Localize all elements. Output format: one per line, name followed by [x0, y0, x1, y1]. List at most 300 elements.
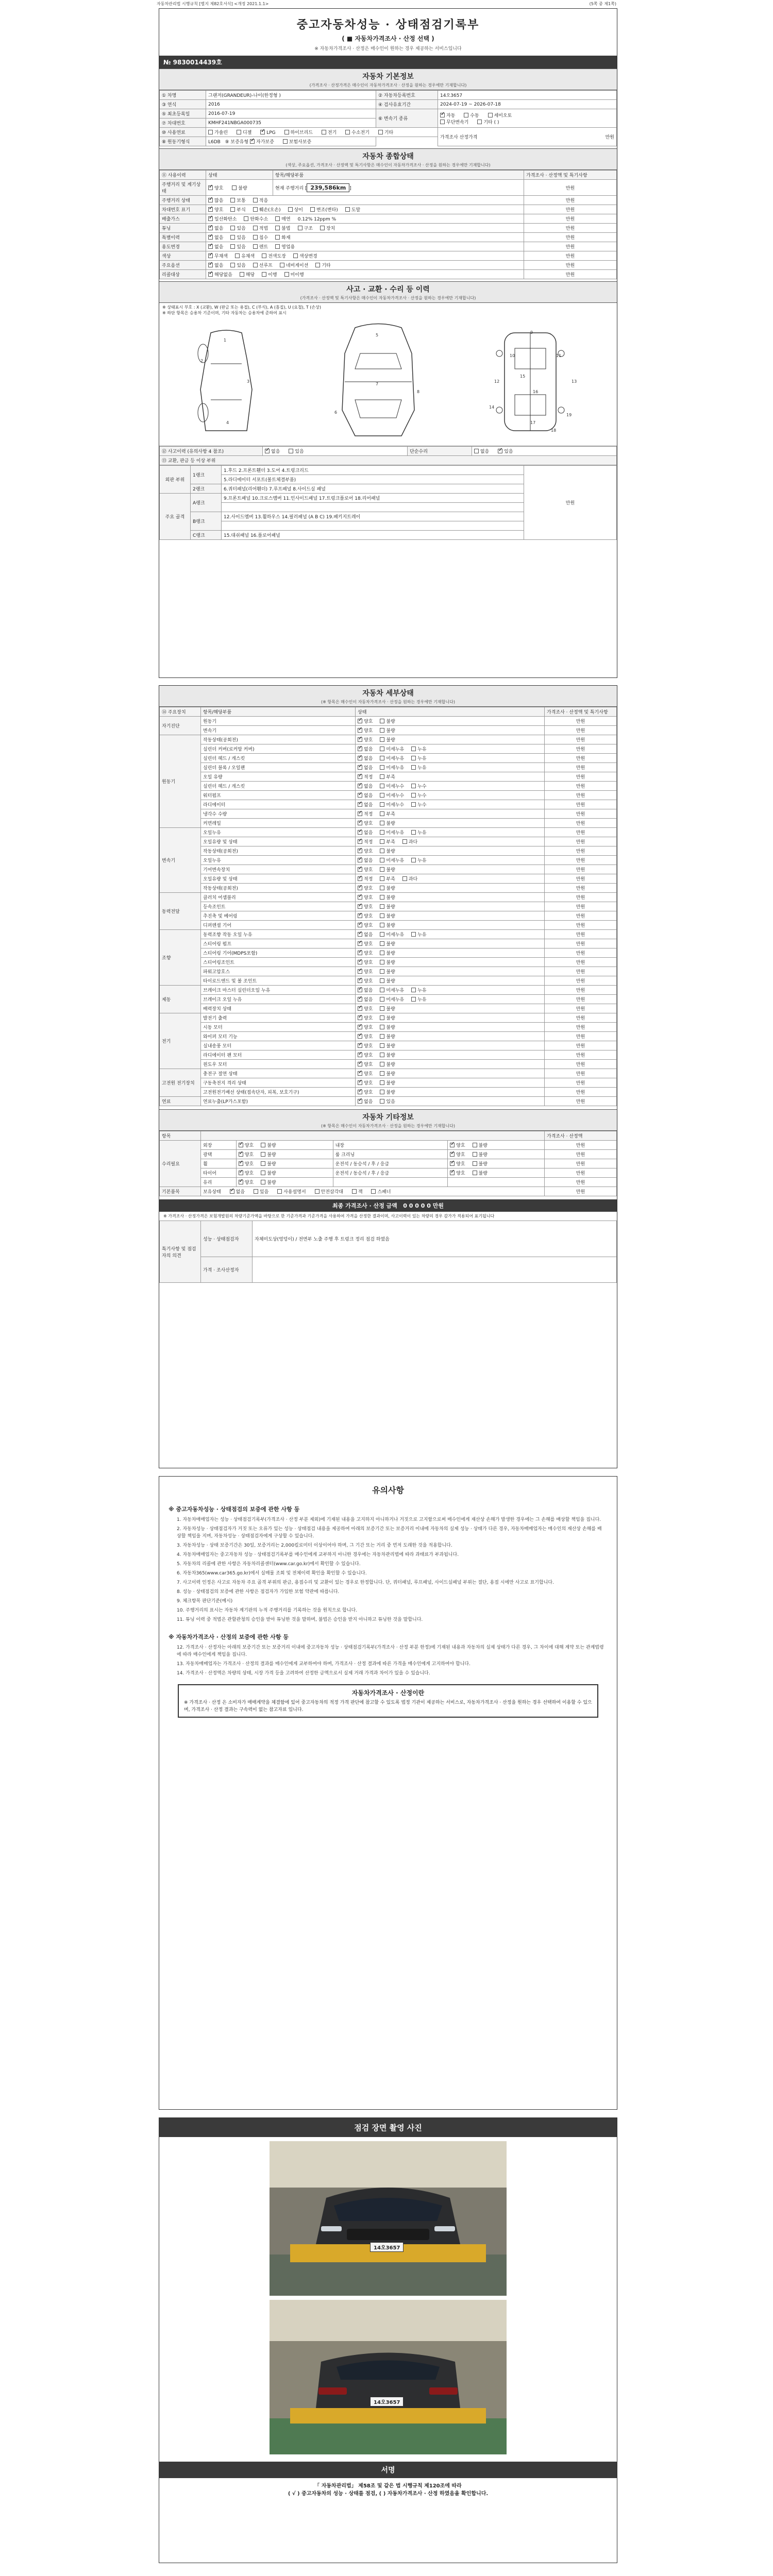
car-name-label: ① 차명: [160, 91, 206, 100]
notice-item: 8. 성능 · 상태점검의 보증에 관한 사항은 점검자가 가입한 보험 약관에 따릅니다.: [177, 1589, 340, 1595]
detail-item-options: [356, 1088, 545, 1097]
detail-item-label: 라디에이터: [201, 800, 356, 809]
detail-item-label: 변속기: [201, 726, 356, 735]
checkbox: [380, 988, 384, 992]
checkbox: [288, 207, 293, 212]
odometer-suffix: ]: [349, 185, 351, 191]
detail-item-options: [356, 1050, 545, 1060]
document-note: ※ 자동차가격조사 · 산정은 매수인이 원하는 경우 제공하는 서비스입니다: [314, 46, 462, 52]
accident-legend-line-1: ※ 상태표시 부호 : X (교환), W (판금 또는 용접), C (부식), A (흠집), U (요철), T (손상): [162, 305, 322, 310]
option-label: 양호: [364, 942, 373, 947]
detail-item-label: 스티어링 펌프: [201, 939, 356, 948]
option-label: 없음: [364, 803, 373, 808]
option-label: 양호: [364, 960, 373, 965]
checkbox: [380, 886, 384, 890]
other-item-a-options: [236, 1159, 333, 1168]
checkbox-checked: [239, 1143, 243, 1147]
option-label: 불량: [386, 1090, 395, 1095]
option-label: 훼손(오손): [259, 208, 281, 213]
detail-item-label: 와이퍼 모터 기능: [201, 1032, 356, 1041]
option-label: 화재: [281, 235, 291, 241]
checkbox: [261, 1161, 265, 1166]
summary-row: [160, 261, 617, 270]
unit-label: 만원: [545, 893, 617, 902]
unit-label: 만원: [545, 1032, 617, 1041]
detail-item-label: 오일누유: [201, 856, 356, 865]
simple-repair-label: 단순수리: [408, 447, 472, 456]
checkbox: [230, 207, 235, 212]
option-label: 없음: [271, 449, 280, 454]
basic-info-title: 자동차 기본정보: [362, 73, 414, 81]
option-label: 미세누유: [386, 831, 405, 836]
option-label: 누유: [417, 747, 427, 752]
notice-item: 5. 자동차의 리콜에 관한 사항은 자동차리콜센터(www.car.go.kr)에서 확인할 수 있습니다.: [177, 1562, 361, 1567]
option-label: 양호: [244, 1171, 254, 1176]
option-label: 불량: [478, 1171, 488, 1176]
option-label: 누유: [417, 831, 427, 836]
checkbox: [237, 130, 241, 134]
checkbox-checked: [358, 1099, 362, 1104]
summary-row-options: [206, 233, 524, 242]
price-notice-text: ※ 가격조사 · 산정 은 소비자가 매매계약을 체결함에 있어 중고자동차의 적정 가격 판단에 참고할 수 있도록 법정 기관이 제공하는 서비스로, 자동차가격조사 · 산정을 원하는 경우 선택하여 이용할 수 있으며, 가격조사 · 산정 결과는 구속력이 없는 참고자료 입니다.: [184, 1700, 592, 1713]
option-label: 없음: [214, 226, 224, 231]
checkbox-checked: [358, 867, 362, 872]
notice-item: 12. 가격조사 · 산정자는 아래의 보증기간 또는 보증거리 이내에 중고자동차 성능 · 상태점검기록부(가격조사 · 산정 부분 한정)에 기재된 내용과 자동차의 실제 상태가 다른 경우, 그 차이에 대해 계약 또는 관계법령에 따라 매수인에게 책임을 집니다.: [177, 1645, 604, 1657]
detail-row: [160, 754, 617, 763]
checkbox: [262, 253, 266, 258]
odometer-value: 239,586km: [307, 183, 349, 192]
checkbox: [232, 185, 237, 190]
unit-label: 만원: [545, 837, 617, 846]
detail-item-label: 냉각수 수량: [201, 809, 356, 819]
option-label: 적음: [259, 198, 268, 204]
detail-item-label: 배력장치 상태: [201, 1004, 356, 1013]
detail-row: [160, 893, 617, 902]
signature-line-1: 「 자동차관리법」 제58조 및 같은 법 시행규칙 제120조에 따라: [314, 2483, 462, 2489]
checkbox: [293, 253, 298, 258]
other-item-b: 룸 크리닝: [333, 1150, 448, 1159]
checkbox: [477, 120, 482, 124]
checkbox: [262, 272, 266, 277]
option-label: 양호: [244, 1162, 254, 1167]
checkbox: [411, 858, 416, 862]
detail-col-state: 상태: [356, 707, 545, 717]
notice-list: [159, 1516, 617, 1623]
option-label: 있음: [295, 449, 304, 454]
checkbox: [473, 1161, 477, 1166]
option-label: 부족: [386, 775, 395, 780]
rank-b-label: B랭크: [191, 512, 222, 531]
option-label: 없음: [480, 449, 490, 454]
option-label: 없음: [364, 1099, 373, 1105]
detail-item-label: 등속조인트: [201, 902, 356, 911]
detail-desc: (※ 항목은 매수인이 자동차가격조사 · 산정을 원하는 경우에만 기재합니다): [321, 700, 455, 704]
unit-label: 만원: [545, 846, 617, 856]
part-number-14: 14: [489, 405, 495, 410]
other-table: [159, 1131, 617, 1196]
unit-label: 만원: [545, 717, 617, 726]
option-label: 불량: [386, 979, 395, 984]
other-row: [160, 1141, 617, 1150]
unit-label: 만원: [545, 902, 617, 911]
summary-row-options: [206, 270, 524, 279]
checkbox-checked: [358, 969, 362, 974]
accident-header: [159, 281, 617, 303]
option-label: 없음: [214, 235, 224, 241]
document-number: № 9830014439호: [159, 56, 617, 69]
detail-item-options: [356, 1004, 545, 1013]
checkbox-checked: [358, 756, 362, 760]
checkbox: [277, 1189, 282, 1194]
unit-label: 만원: [545, 744, 617, 754]
checkbox: [253, 244, 258, 249]
option-label: 있음: [504, 449, 513, 454]
checkbox: [261, 1180, 265, 1184]
accident-title: 사고 · 교환 · 수리 등 이력: [346, 285, 430, 294]
checkbox: [378, 130, 383, 134]
option-label: 보험사보증: [289, 140, 312, 145]
detail-item-label: 실내송풍 모터: [201, 1041, 356, 1050]
other-item-a: 광택: [201, 1150, 237, 1159]
checkbox-checked: [358, 876, 362, 881]
unit-label: 만원: [545, 930, 617, 939]
part-number-7: 7: [376, 382, 379, 386]
page-1: [159, 8, 617, 678]
checkbox-checked: [239, 1161, 243, 1166]
checkbox-checked: [358, 747, 362, 751]
checkbox: [380, 1099, 384, 1104]
option-label: 색상변경: [299, 254, 317, 259]
option-label: 네비게이션: [285, 263, 309, 268]
checkbox-checked: [440, 113, 445, 117]
option-label: 불량: [386, 1035, 395, 1040]
other-item-b-options: [448, 1150, 545, 1159]
checkbox: [253, 235, 258, 240]
checkbox-checked: [208, 235, 213, 240]
summary-row-extra: 0.12% 12ppm %: [297, 217, 337, 222]
summary-row: [160, 270, 617, 279]
checkbox: [208, 130, 213, 134]
checkbox: [380, 802, 384, 807]
checkbox: [380, 737, 384, 742]
option-label: 양호: [364, 1035, 373, 1040]
detail-item-options: [356, 754, 545, 763]
part-number-9: 9: [530, 330, 533, 335]
unit-label: 만원: [524, 466, 617, 540]
option-label: 있음: [237, 245, 246, 250]
checkbox: [380, 1090, 384, 1094]
summary-row-options: [206, 214, 524, 224]
checkbox-checked: [358, 997, 362, 1002]
checkbox-checked: [358, 913, 362, 918]
other-item-b: 내장: [333, 1141, 448, 1150]
rank-2-items: 6.쿼터패널(리어휀더) 7.루프패널 8.사이드실 패널: [222, 484, 524, 494]
option-label: 양호: [244, 1180, 254, 1185]
checkbox: [280, 263, 284, 267]
rank-a-items: 9.프론트패널 10.크로스멤버 11.인사이드패널 17.트렁크플로어 18.리어패널: [222, 494, 524, 503]
notice-item: 14. 가격조사 · 산정액은 차량의 상태, 시장 가격 등을 고려하여 산정한 금액으로서 실제 거래 가격과 차이가 있을 수 있습니다.: [177, 1671, 430, 1676]
detail-row: [160, 1050, 617, 1060]
checkbox-checked: [358, 774, 362, 779]
option-label: 불량: [386, 1025, 395, 1030]
option-label: 양호: [244, 1153, 254, 1158]
option-label: 침수: [259, 235, 268, 241]
detail-row: [160, 1088, 617, 1097]
unit-label: 만원: [545, 1168, 617, 1178]
detail-row: [160, 726, 617, 735]
inspection-photo-rear: [270, 2300, 507, 2454]
detail-row: [160, 1069, 617, 1078]
notice-heading-2: ※ 자동차가격조사 · 산정의 보증에 관한 사항 등: [169, 1634, 289, 1640]
option-label: 불량: [267, 1180, 276, 1185]
summary-col-state: 상태: [206, 171, 273, 180]
detail-rows: [160, 717, 617, 1106]
summary-row-label: 배출가스: [160, 214, 206, 224]
unit-label: 만원: [524, 196, 617, 205]
checkbox-checked: [358, 988, 362, 992]
checkbox-checked: [358, 1062, 362, 1066]
checkbox: [464, 113, 468, 117]
option-label: 불량: [267, 1171, 276, 1176]
part-number-17: 17: [530, 420, 536, 425]
checkbox: [380, 978, 384, 983]
checkbox-checked: [208, 244, 213, 249]
option-label: 불량: [386, 942, 395, 947]
option-label: 불량: [386, 914, 395, 919]
checkbox: [411, 988, 416, 992]
other-item-b: 운전석 / 동승석 / 후 / 응급: [333, 1159, 448, 1168]
detail-item-label: 동력조향 작동 오일 누유: [201, 930, 356, 939]
option-label: 양호: [364, 821, 373, 826]
detail-item-label: 실린더 헤드 / 개스킷: [201, 782, 356, 791]
final-price-title: 최종 가격조사 · 산정 금액: [332, 1202, 397, 1209]
accident-desc: (가격조사 · 산정액 및 특기사항은 매수인이 자동차가격조사 · 산정을 원하는 경우에만 기재합니다): [300, 296, 476, 300]
car-diagram: [159, 317, 617, 446]
option-label: 부족: [386, 840, 395, 845]
detail-group-label: 원동기: [160, 735, 201, 828]
option-label: 양호: [364, 1072, 373, 1077]
parts-label: ⑬ 교환, 판금 등 이상 부위: [160, 456, 617, 465]
detail-item-options: [356, 1032, 545, 1041]
part-number-10: 10: [510, 353, 515, 358]
option-label: 탄화수소: [250, 217, 268, 222]
other-item-a-options: [236, 1141, 333, 1150]
unit-label: 만원: [545, 809, 617, 819]
detail-item-label: 오일유량 및 상태: [201, 837, 356, 846]
summary-header: [159, 148, 617, 170]
special-inspector-label: 성능 · 상태점검자: [201, 1221, 253, 1257]
rank-1b-items: 5.라디에이터 서포트(볼트체결부품): [222, 475, 524, 484]
checkbox: [380, 867, 384, 872]
checkbox: [261, 1171, 265, 1175]
summary-row-label: 용도변경: [160, 242, 206, 251]
detail-item-options: [356, 921, 545, 930]
checkbox-checked: [208, 185, 213, 190]
option-label: 부족: [386, 877, 395, 882]
unit-label: 만원: [545, 791, 617, 800]
detail-row: [160, 856, 617, 865]
checkbox: [380, 1062, 384, 1066]
option-label: 미세누유: [386, 766, 405, 771]
detail-row: [160, 744, 617, 754]
option-label: 불법: [281, 226, 291, 231]
unit-label: 만원: [545, 1097, 617, 1106]
option-label: 양호: [364, 1007, 373, 1012]
option-label: 누유: [417, 933, 427, 938]
checkbox: [261, 1143, 265, 1147]
detail-row: [160, 967, 617, 976]
part-number-3: 3: [247, 379, 250, 384]
detail-row: [160, 865, 617, 874]
checkbox: [440, 120, 445, 124]
checkbox: [380, 1043, 384, 1048]
detail-item-label: 라디에이터 팬 모터: [201, 1050, 356, 1060]
part-number-15: 15: [520, 374, 526, 379]
other-desc: (※ 항목은 매수인이 자동차가격조사 · 산정을 원하는 경우에만 기재합니다): [321, 1124, 455, 1128]
final-price-bar: [159, 1199, 617, 1212]
page-4: [159, 2117, 617, 2563]
checkbox-checked: [239, 1171, 243, 1175]
part-number-13: 13: [572, 379, 577, 384]
option-label: 미세누유: [386, 933, 405, 938]
checkbox-checked: [208, 253, 213, 258]
checkbox-checked: [358, 1053, 362, 1057]
detail-item-label: 구동축전지 격리 상태: [201, 1078, 356, 1088]
detail-row: [160, 976, 617, 986]
option-label: 하이브리드: [290, 130, 313, 135]
checkbox: [240, 272, 244, 277]
option-label: 유채색: [241, 254, 255, 259]
other-item-a: 유리: [201, 1178, 237, 1187]
other-item-b-options: [448, 1168, 545, 1178]
accident-legend-line-2: ※ 하단 항목은 승용차 기준이며, 기타 자동차는 승용차에 준하여 표시: [162, 311, 287, 315]
option-label: 상이: [294, 208, 303, 213]
part-number-18: 18: [551, 428, 557, 433]
checkbox: [320, 226, 325, 230]
unit-label: 만원: [545, 865, 617, 874]
unit-label: 만원: [545, 1004, 617, 1013]
detail-item-label: 작동상태(공회전): [201, 846, 356, 856]
option-label: 일산화탄소: [214, 217, 237, 222]
unit-label: 만원: [545, 1069, 617, 1078]
checkbox: [380, 923, 384, 927]
detail-row: [160, 1013, 617, 1023]
option-label: 양호: [364, 1062, 373, 1067]
checkbox: [253, 198, 258, 202]
option-label: 사용설명서: [283, 1190, 306, 1195]
summary-row-label: 튜닝: [160, 224, 206, 233]
detail-item-options: [356, 958, 545, 967]
checkbox: [275, 226, 280, 230]
transmission-label: ⑥ 변속기 종류: [376, 109, 438, 128]
checkbox: [380, 839, 384, 844]
first-reg-label: ⑤ 최초등록일: [160, 109, 206, 118]
detail-col-price: 가격조사 · 산정액 및 특기사항: [545, 707, 617, 717]
checkbox: [275, 216, 280, 221]
option-label: 수소전기: [351, 130, 369, 135]
detail-item-options: [356, 1013, 545, 1023]
detail-row: [160, 846, 617, 856]
detail-item-options: [356, 893, 545, 902]
other-row: [160, 1178, 617, 1187]
detail-item-label: 디퍼렌셜 기어: [201, 921, 356, 930]
checkbox-checked: [358, 895, 362, 900]
checkbox: [253, 226, 258, 230]
checkbox: [380, 719, 384, 723]
other-col-price: 가격조사 · 산정액: [545, 1131, 617, 1141]
option-label: 누유: [417, 858, 427, 863]
other-row: [160, 1150, 617, 1159]
detail-group-label: 동력전달: [160, 893, 201, 930]
checkbox: [230, 235, 235, 240]
car-front-photo-icon: [270, 2141, 507, 2296]
notice-item: 7. 사고이력 인정은 사고로 자동차 주요 골격 부위의 판금, 용접수리 및 교환이 있는 경우로 한정합니다. 단, 쿼터패널, 루프패널, 사이드실패널 부위는 절단, 용접 시에만 사고로 표기합니다.: [177, 1580, 554, 1585]
checkbox: [488, 113, 493, 117]
checkbox: [380, 849, 384, 853]
frame-label: 주요 골격: [160, 494, 191, 540]
detail-item-options: [356, 1023, 545, 1032]
detail-item-label: 작동상태(공회전): [201, 735, 356, 744]
unit-label: 만원: [545, 1141, 617, 1150]
part-number-6: 6: [334, 410, 338, 415]
detail-group-label: 변속기: [160, 828, 201, 893]
unit-label: 만원: [524, 233, 617, 242]
unit-label: 만원: [545, 1078, 617, 1088]
special-label: 특기사항 및 점검자의 의견: [160, 1221, 201, 1283]
option-label: 스패너: [377, 1190, 391, 1195]
option-label: 양호: [364, 895, 373, 901]
detail-item-options: [356, 967, 545, 976]
final-price-amount: 0 0 0 0 0 만원: [403, 1202, 444, 1209]
unit-label: 만원: [545, 735, 617, 744]
option-label: 양호: [364, 1081, 373, 1086]
option-label: 불량: [267, 1162, 276, 1167]
unit-label: 만원: [545, 1187, 617, 1196]
unit-label: 만원: [545, 1013, 617, 1023]
detail-row: [160, 911, 617, 921]
checkbox: [380, 960, 384, 964]
option-label: 도말: [351, 208, 361, 213]
option-label: 많음: [214, 198, 224, 204]
checkbox-checked: [358, 1090, 362, 1094]
option-label: 불량: [267, 1153, 276, 1158]
checkbox: [345, 207, 350, 212]
form-header: [155, 0, 618, 7]
checkbox: [380, 1071, 384, 1076]
checkbox: [380, 876, 384, 881]
checkbox-checked: [358, 858, 362, 862]
option-label: 전색도장: [268, 254, 286, 259]
plate-label: ② 자동차등록번호: [376, 91, 438, 100]
checkbox-checked: [358, 978, 362, 983]
option-label: 불량: [386, 1007, 395, 1012]
detail-row: [160, 819, 617, 828]
checkbox: [411, 784, 416, 788]
other-item-b-options: [448, 1141, 545, 1150]
checkbox-checked: [239, 1152, 243, 1157]
unit-label: 만원: [524, 224, 617, 233]
checkbox: [345, 130, 350, 134]
detail-item-label: 브레이크 오일 누유: [201, 995, 356, 1004]
option-label: 보통: [237, 198, 246, 204]
option-label: 양호: [364, 728, 373, 734]
checkbox-checked: [450, 1152, 455, 1157]
checkbox: [380, 1080, 384, 1085]
detail-group-label: 제동: [160, 986, 201, 1013]
detail-item-options: [356, 1041, 545, 1050]
detail-item-label: 클러치 어셈블리: [201, 893, 356, 902]
detail-row: [160, 948, 617, 958]
